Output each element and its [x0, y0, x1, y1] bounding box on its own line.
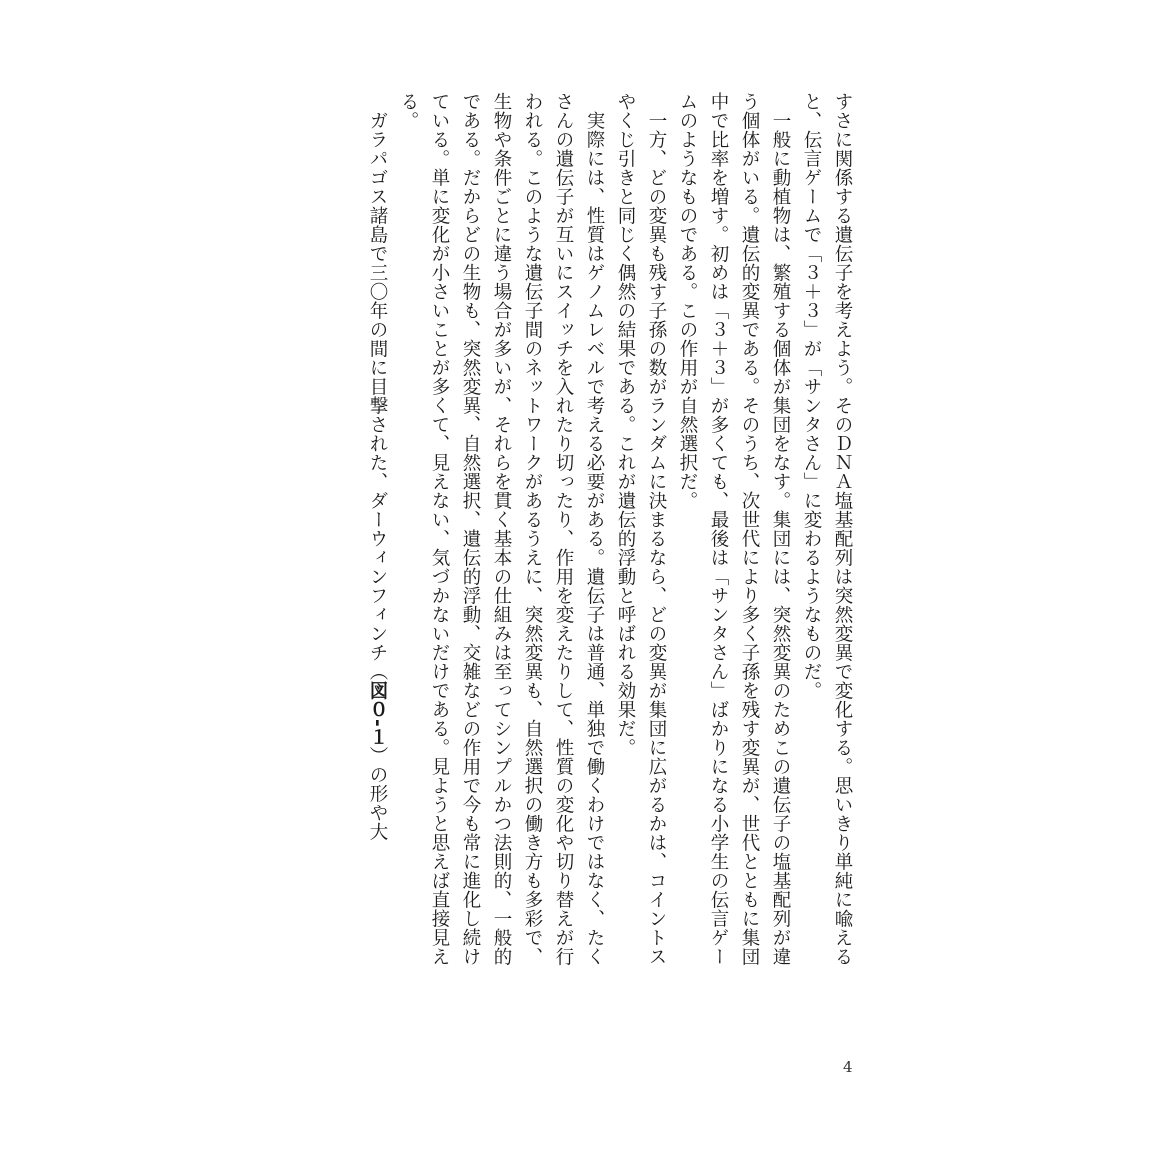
- paragraph-3: 一方、どの変異も残す子孫の数がランダムに決まるなら、どの変異が集団に広がるかは、コイントスやくじ引きと同じく偶然の結果である。これが遺伝的浮動と呼ばれる効果だ。: [615, 92, 667, 966]
- paragraph-1: すさに関係する遺伝子を考えよう。そのＤＮＡ塩基配列は突然変異で変化する。思いきり単純に喩えると、伝言ゲームで「３＋３」が「サンタさん」に変わるようなものだ。: [801, 92, 853, 966]
- figure-reference: 図０‐１: [367, 680, 388, 746]
- paragraph-5: [362, 92, 393, 972]
- paragraph-5-text-before: ガラパゴス諸島で三〇年の間に目撃された、ダーウィンフィンチ（: [367, 110, 388, 681]
- body-text: [298, 92, 858, 972]
- paragraph-5-text-after: ）の形や大: [367, 745, 388, 841]
- paragraph-4: 実際には、性質はゲノムレベルで考える必要がある。遺伝子は普通、単独で働くわけではなく、たくさんの遺伝子が互いにスイッチを入れたり切ったり、作用を変えたりして、性質の変化や切り替えが行われる。このような遺伝子間のネットワークがあるうえに、突然変異も、自然選択の働き方も多彩で、生物や条件ごとに違う場合が多いが、それらを貫く基本の仕組みは至ってシンプルかつ法則的、一般的である。だからどの生物も、突然変異、自然選択、遺伝的浮動、交雑などの作用で今も常に進化し続けている。単に変化が小さいことが多くて、見えない、気づかないだけである。見ようと思えば直接見える。: [398, 92, 605, 966]
- page-number: 4: [843, 1058, 853, 1076]
- paragraph-2: 一般に動植物は、繁殖する個体が集団をなす。集団には、突然変異のためこの遺伝子の塩基配列が違う個体がいる。遺伝的変異である。そのうち、次世代により多く子孫を残す変異が、世代とともに集団中で比率を増す。初めは「３＋３」が多くても、最後は「サンタさん」ばかりになる小学生の伝言ゲームのようなものである。この作用が自然選択だ。: [677, 92, 791, 966]
